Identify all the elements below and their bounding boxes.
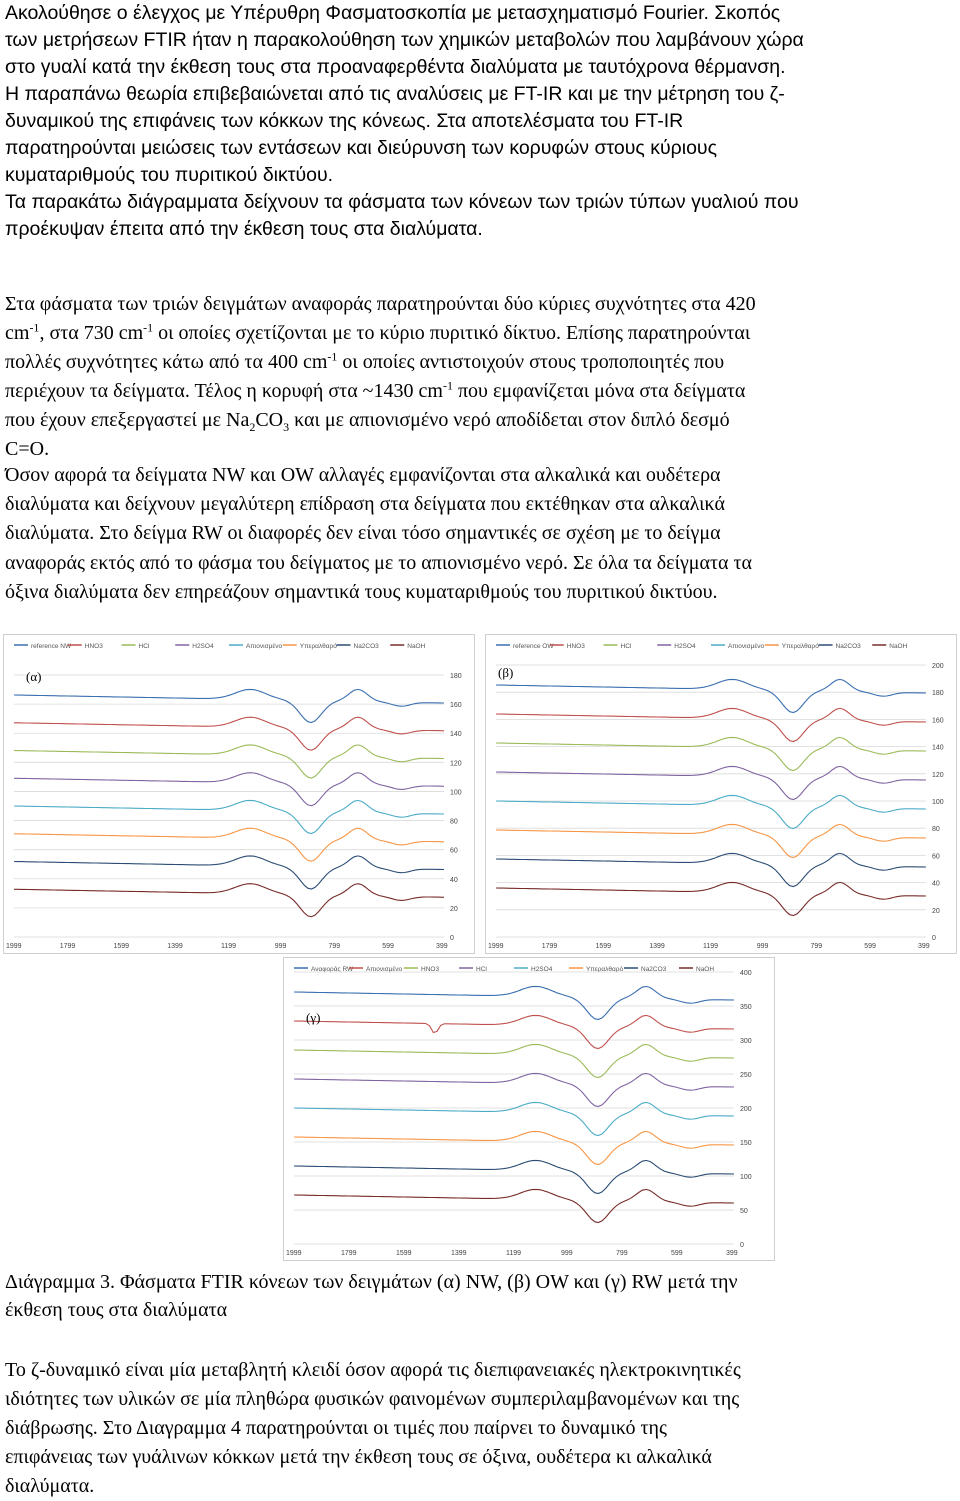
text-line xyxy=(5,406,955,435)
spectrum-curve xyxy=(294,986,734,1019)
panel-label-b: (β) xyxy=(498,665,514,680)
y-tick-label: 120 xyxy=(450,760,462,768)
legend-entry: Απιονισμένο xyxy=(728,643,765,650)
spectrum-curve xyxy=(496,679,926,712)
text-line: στο γυαλί κατά την έκθεση τους στα προαναφερθέντα διαλύματα με ταυτόχρονα θέρμανση. xyxy=(5,56,786,78)
paragraph-zeta-potential xyxy=(5,1356,955,1501)
x-tick-label: 799 xyxy=(328,943,341,950)
y-tick-label: 100 xyxy=(740,1174,752,1181)
spectrum-curve xyxy=(496,766,926,799)
x-tick-label: 399 xyxy=(436,943,448,950)
text-fragment: που εμφανίζεται μόνα στα δείγματα xyxy=(452,380,746,402)
y-tick-label: 300 xyxy=(740,1038,752,1045)
legend-entry: Υπεραλθαρό xyxy=(586,966,624,973)
subscript: 3 xyxy=(283,420,290,434)
y-tick-label: 350 xyxy=(740,1004,752,1011)
text-line: Τα παρακάτω διάγραμματα δείχνουν τα φάσματα των κόνεων των τριών τύπων γυαλιού που xyxy=(5,191,799,213)
text-line: Στα φάσματα των τριών δειγμάτων αναφοράς παρατηρούνται δύο κύριες συχνότητες στα 420 xyxy=(5,293,756,315)
x-tick-label: 999 xyxy=(274,943,287,950)
legend-entry: Na2CO3 xyxy=(641,966,667,973)
legend-entry: HNO3 xyxy=(84,643,103,650)
text-fragment: οι οποίες αντιστοιχούν στους τροποποιητές που xyxy=(337,351,725,373)
spectrum-curve xyxy=(496,824,926,857)
text-line: όξινα διαλύματα δεν επηρεάζουν σημαντικά τους κυματαριθμούς του πυριτικού δικτύου. xyxy=(5,580,718,603)
legend-entry: HNO3 xyxy=(566,643,585,650)
text-line: των μετρήσεων FTIR ήταν η παρακολούθηση των χημικών μεταβολών που λαμβάνουν χώρα xyxy=(5,29,804,51)
spectrum-curve xyxy=(14,689,444,722)
spectrum-curve xyxy=(496,882,926,915)
figure-a-nw-spectra xyxy=(3,634,475,954)
panel-label-c: (γ) xyxy=(306,1010,321,1025)
text-line: δυναμικού της επιφάνεις των κόκκων της κόνεως. Στα αποτελέσματα του FT-IR xyxy=(5,110,684,132)
spectra-plot-a xyxy=(4,635,474,953)
text-line: κυματαριθμούς του πυριτικού δικτύου. xyxy=(5,164,334,186)
spectrum-curve xyxy=(14,884,444,917)
x-tick-label: 1199 xyxy=(221,943,237,950)
legend-entry: Υπεραλθαρό xyxy=(299,643,337,650)
spectrum-curve xyxy=(294,1189,734,1222)
text-line: επιφάνειας των γυάλινων κόκκων μετά την έκθεση τους σε όξινα, ουδέτερα κι αλκαλικά xyxy=(5,1446,712,1468)
y-tick-label: 120 xyxy=(932,771,944,779)
y-tick-label: 140 xyxy=(450,731,462,739)
x-tick-label: 599 xyxy=(382,943,394,950)
text-line: διαλύματα. Στο δείγμα RW οι διαφορές δεν είναι τόσο σημαντικές σε σχέση με το δείγμα xyxy=(5,522,721,545)
x-tick-label: 1799 xyxy=(59,943,76,950)
x-tick-label: 1399 xyxy=(167,943,183,950)
y-tick-label: 140 xyxy=(932,744,944,752)
spectrum-curve xyxy=(294,1102,734,1135)
spectrum-curve xyxy=(496,853,926,886)
legend-entry: HCl xyxy=(476,966,487,973)
text-line: διαλύματα. xyxy=(5,1475,95,1497)
x-tick-label: 1799 xyxy=(541,943,558,950)
paragraph-spectra-reference xyxy=(5,290,955,464)
y-tick-label: 80 xyxy=(450,818,458,826)
spectrum-curve xyxy=(14,828,444,861)
legend-entry: H2SO4 xyxy=(531,966,553,973)
spectrum-curve xyxy=(14,856,444,889)
y-tick-label: 0 xyxy=(450,935,454,942)
paragraph-intro xyxy=(5,0,955,243)
y-tick-label: 180 xyxy=(450,673,462,680)
spectrum-curve xyxy=(14,745,444,778)
legend-entry: Υπεραλθαρό xyxy=(781,643,819,650)
y-tick-label: 0 xyxy=(740,1242,744,1249)
text-line: διαλύματα και δείχνουν μεγαλύτερη επίδραση στα δείγματα που εκτέθηκαν στα αλκαλικά xyxy=(5,493,725,516)
legend-entry: Αναφοράς RW xyxy=(311,966,354,973)
y-tick-label: 400 xyxy=(740,970,752,977)
text-fragment: , στα 730 cm xyxy=(39,322,144,344)
x-tick-label: 1999 xyxy=(488,943,504,950)
text-fragment: και με απιονισμένο νερό αποδίδεται στον διπλό δεσμό xyxy=(289,409,730,431)
text-fragment: οι οποίες σχετίζονται με το κύριο πυριτικό δίκτυο. Επίσης παρατηρούνται xyxy=(153,322,751,344)
text-line: Ακολούθησε ο έλεγχος με Υπέρυθρη Φασματοσκοπία με μετασχηματισμό Fourier. Σκοπός xyxy=(5,2,781,24)
legend-entry: Απιονισμένο xyxy=(366,966,403,973)
superscript: -1 xyxy=(29,320,40,335)
spectrum-curve xyxy=(294,1160,734,1193)
x-tick-label: 1599 xyxy=(595,943,612,950)
x-tick-label: 399 xyxy=(726,1250,738,1257)
text-line: Η παραπάνω θεωρία επιβεβαιώνεται από τις αναλύσεις με FT-IR και με την μέτρηση του ζ- xyxy=(5,83,785,105)
x-tick-label: 999 xyxy=(756,943,769,950)
legend-entry: H2SO4 xyxy=(192,643,214,650)
spectrum-curve xyxy=(496,737,926,770)
spectrum-curve xyxy=(14,800,444,833)
text-fragment: cm xyxy=(5,322,30,344)
spectrum-curve xyxy=(294,1044,734,1077)
y-tick-label: 150 xyxy=(740,1140,752,1147)
spectra-plot-b xyxy=(486,635,956,953)
x-tick-label: 399 xyxy=(918,943,930,950)
text-line: αναφοράς εκτός από το φάσμα του δείγματος με το απιονισμένο νερό. Σε όλα τα δείγματα τα xyxy=(5,551,753,574)
spectrum-curve xyxy=(14,773,444,806)
y-tick-label: 160 xyxy=(450,702,462,710)
y-tick-label: 20 xyxy=(450,905,458,913)
text-line xyxy=(5,348,955,377)
x-tick-label: 1999 xyxy=(6,943,22,950)
text-line: Όσον αφορά τα δείγματα NW και OW αλλαγές εμφανίζονται στα αλκαλικά και ουδέτερα xyxy=(5,464,721,486)
text-line: παρατηρούνται μειώσεις των εντάσεων και διεύρυνση των κορυφών στους κύριους xyxy=(5,137,717,159)
legend-entry: Απιονισμένο xyxy=(246,643,283,650)
caption-line: έκθεση τους στα διαλύματα xyxy=(5,1299,228,1321)
legend-entry: NaOH xyxy=(889,643,908,650)
spectrum-curve xyxy=(14,717,444,750)
legend-entry: NaOH xyxy=(407,643,426,650)
text-fragment: πολλές συχνότητες κάτω από τα 400 cm xyxy=(5,351,328,373)
x-tick-label: 1599 xyxy=(396,1250,412,1257)
figure-b-ow-spectra xyxy=(485,634,957,954)
y-tick-label: 100 xyxy=(450,789,462,797)
x-tick-label: 599 xyxy=(864,943,876,950)
text-fragment: περιέχουν τα δείγματα. Τέλος η κορυφή στα ~1430 cm xyxy=(5,380,443,402)
legend-entry: Na2CO3 xyxy=(353,643,379,650)
legend-entry: HCl xyxy=(620,643,632,650)
spectrum-curve xyxy=(496,795,926,828)
text-line: ιδιότητες των υλικών σε μία πληθώρα φυσικών φαινομένων συμπεριλαμβανομένων και της xyxy=(5,1388,740,1410)
y-tick-label: 80 xyxy=(932,826,940,834)
text-line xyxy=(5,319,955,348)
y-tick-label: 180 xyxy=(932,690,944,698)
text-fragment: που έχουν επεξεργαστεί με Na xyxy=(5,409,250,431)
x-tick-label: 799 xyxy=(810,943,823,950)
y-tick-label: 160 xyxy=(932,717,944,725)
y-tick-label: 100 xyxy=(932,799,944,806)
legend-entry: Na2CO3 xyxy=(835,643,861,650)
spectrum-curve xyxy=(496,708,926,741)
figure-c-rw-spectra xyxy=(283,957,775,1261)
x-tick-label: 1199 xyxy=(506,1250,522,1257)
spectrum-curve xyxy=(294,1073,734,1106)
panel-label-a: (α) xyxy=(26,669,42,684)
y-tick-label: 50 xyxy=(740,1208,748,1215)
text-line: C=O. xyxy=(5,438,50,460)
text-line: διάβρωσης. Στο Διαγραμμα 4 παρατηρούνται οι τιμές που παίρνει το δυναμικό της xyxy=(5,1417,667,1439)
y-tick-label: 0 xyxy=(932,935,936,942)
text-line: Το ζ-δυναμικό είναι μία μεταβλητή κλειδί όσον αφορά τις διεπιφανειακές ηλεκτροκινητικές xyxy=(5,1359,741,1381)
paragraph-sample-differences xyxy=(5,461,955,607)
x-tick-label: 599 xyxy=(671,1250,683,1257)
x-tick-label: 799 xyxy=(616,1250,628,1257)
y-tick-label: 60 xyxy=(932,853,940,861)
legend-entry: HNO3 xyxy=(421,966,440,973)
text-line: προέκυψαν έπειτα από την έκθεση τους στα διαλύματα. xyxy=(5,218,483,240)
spectra-plot-c xyxy=(284,958,774,1260)
x-tick-label: 1199 xyxy=(703,943,719,950)
x-tick-label: 1399 xyxy=(649,943,665,950)
legend-entry: reference OW xyxy=(513,643,554,650)
legend-entry: reference NW xyxy=(31,643,72,650)
y-tick-label: 40 xyxy=(450,876,458,884)
legend-entry: H2SO4 xyxy=(674,643,696,650)
text-line xyxy=(5,377,955,406)
superscript: -1 xyxy=(327,349,338,364)
y-tick-label: 20 xyxy=(932,907,940,915)
x-tick-label: 999 xyxy=(561,1250,573,1257)
legend-entry: NaOH xyxy=(696,966,715,973)
figure-caption xyxy=(5,1268,955,1324)
y-tick-label: 250 xyxy=(740,1072,752,1079)
x-tick-label: 1399 xyxy=(451,1250,467,1257)
superscript: -1 xyxy=(442,378,453,393)
y-tick-label: 200 xyxy=(932,663,944,670)
y-tick-label: 40 xyxy=(932,880,940,888)
spectrum-curve xyxy=(294,1131,734,1164)
superscript: -1 xyxy=(143,320,154,335)
spectrum-curve xyxy=(294,1015,734,1048)
x-tick-label: 1799 xyxy=(341,1250,357,1257)
text-fragment: CO xyxy=(255,409,284,431)
y-tick-label: 60 xyxy=(450,847,458,855)
subscript: 2 xyxy=(249,420,256,434)
caption-line: Διάγραμμα 3. Φάσματα FTIR κόνεων των δειγμάτων (α) NW, (β) OW και (γ) RW μετά την xyxy=(5,1271,738,1293)
x-tick-label: 1999 xyxy=(286,1250,302,1257)
legend-entry: HCl xyxy=(138,643,150,650)
y-tick-label: 200 xyxy=(740,1106,752,1113)
x-tick-label: 1599 xyxy=(113,943,130,950)
